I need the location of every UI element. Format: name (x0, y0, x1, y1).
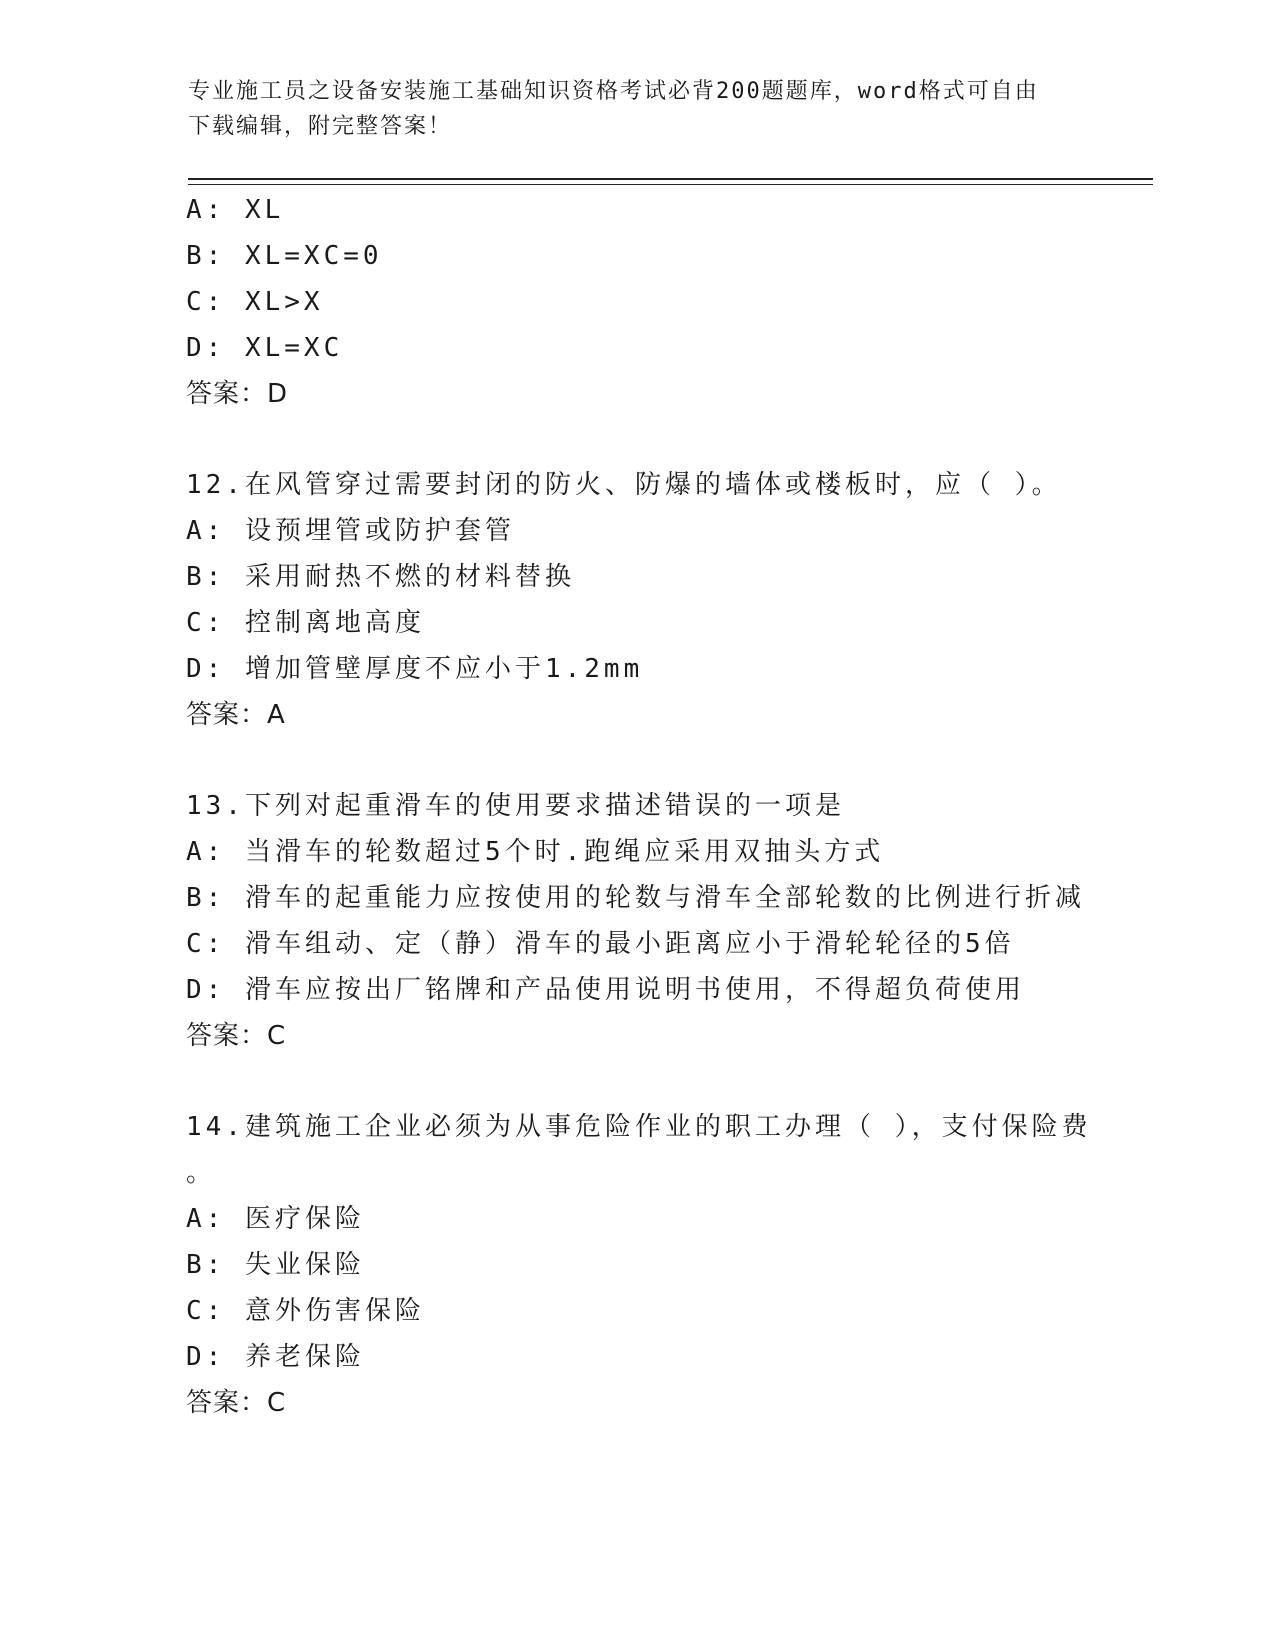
option-c: C: 意外伤害保险 (186, 1296, 425, 1326)
answer-text: 答案：D (186, 379, 289, 409)
option-c: C: XL>X (186, 287, 324, 317)
answer-text: 答案：C (186, 1021, 287, 1051)
option-b: B: XL=XC=0 (186, 241, 383, 271)
option-d: D: XL=XC (186, 333, 344, 363)
answer-text: 答案：C (186, 1388, 287, 1418)
option-a: A: 当滑车的轮数超过5个时.跑绳应采用双抽头方式 (186, 837, 885, 867)
question-block-12 (186, 462, 1151, 738)
option-a: A: XL (186, 195, 285, 225)
answer-text: 答案：A (186, 700, 286, 730)
header-title-line-1: 专业施工员之设备安装施工基础知识资格考试必背200题题库，word格式可自由 (188, 79, 1039, 104)
question-spacer (186, 417, 1151, 462)
question-list (186, 187, 1151, 1426)
option-c: C: 控制离地高度 (186, 608, 425, 638)
option-b: B: 采用耐热不燃的材料替换 (186, 562, 575, 592)
question-text-continuation: 。 (186, 1158, 217, 1188)
option-c: C: 滑车组动、定（静）滑车的最小距离应小于滑轮轮径的5倍 (186, 929, 1015, 959)
question-spacer (186, 738, 1151, 783)
option-b: B: 滑车的起重能力应按使用的轮数与滑车全部轮数的比例进行折减 (186, 883, 1085, 913)
header-divider-thick (188, 178, 1153, 180)
option-d: D: 增加管壁厚度不应小于1.2mm (186, 654, 644, 684)
question-block-14 (186, 1104, 1151, 1426)
option-a: A: 医疗保险 (186, 1204, 365, 1234)
question-text: 12.在风管穿过需要封闭的防火、防爆的墙体或楼板时，应（ ）。 (186, 470, 1062, 500)
header-title-line-2: 下载编辑，附完整答案！ (188, 114, 453, 139)
question-spacer (186, 1059, 1151, 1104)
option-d: D: 滑车应按出厂铭牌和产品使用说明书使用，不得超负荷使用 (186, 975, 1025, 1005)
option-a: A: 设预埋管或防护套管 (186, 516, 515, 546)
question-text: 14.建筑施工企业必须为从事危险作业的职工办理（ ），支付保险费 (186, 1112, 1092, 1142)
question-block-13 (186, 783, 1151, 1059)
option-d: D: 养老保险 (186, 1342, 365, 1372)
header-divider-thin (188, 184, 1153, 185)
document-header (188, 74, 1068, 144)
question-block-11 (186, 187, 1151, 417)
question-text: 13.下列对起重滑车的使用要求描述错误的一项是 (186, 791, 845, 821)
option-b: B: 失业保险 (186, 1250, 365, 1280)
